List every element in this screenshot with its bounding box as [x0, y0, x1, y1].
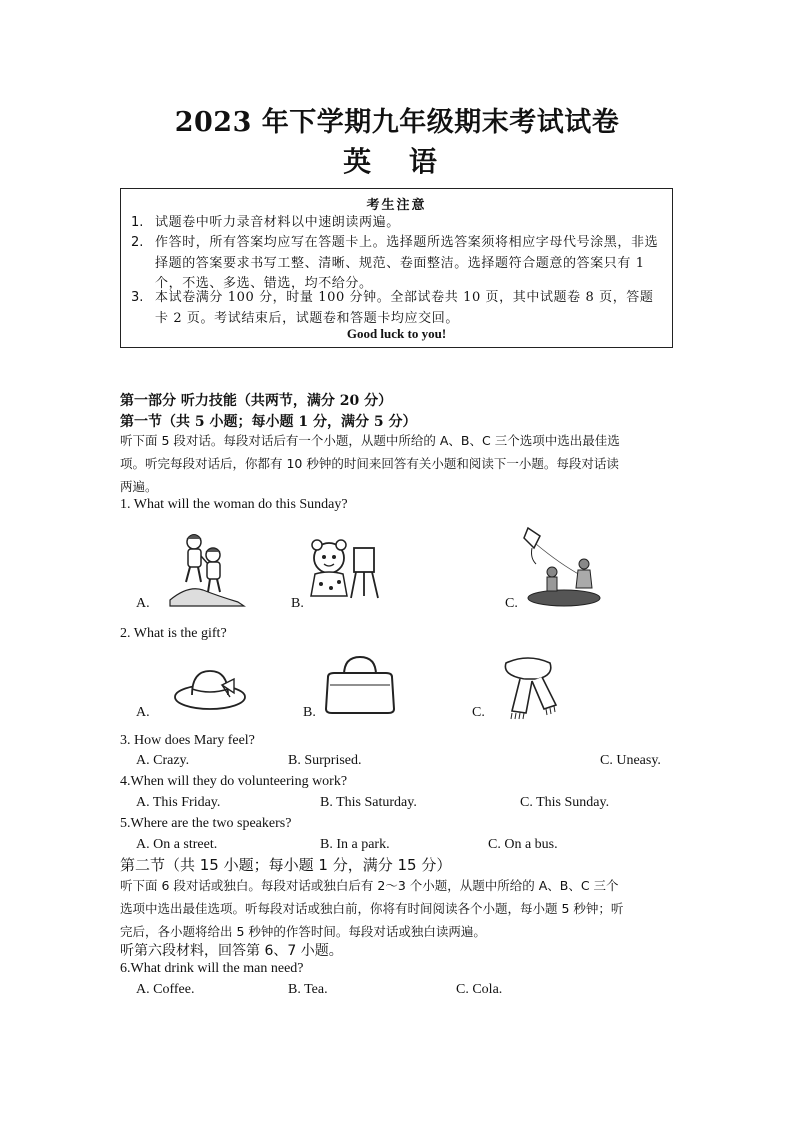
notice-item [131, 213, 661, 234]
option-label: C. [472, 705, 485, 720]
instruction-line: 项。听完每段对话后，你都有 10 秒钟的时间来回答有关小题和阅读下一小题。每段对话读 [120, 456, 619, 471]
option-text: A. Crazy. [136, 753, 190, 768]
option-label: A. [136, 596, 150, 611]
option-text: C. Cola. [456, 982, 503, 997]
hiking-icon [168, 530, 248, 608]
subject-title: 英 语 [343, 145, 451, 178]
section2-heading: 第二节（共 15 小题；每小题 1 分，满分 15 分） [120, 856, 452, 874]
question-stem: 5.Where are the two speakers? [120, 816, 292, 831]
option-label: B. [303, 705, 316, 720]
option-text: B. Surprised. [288, 753, 362, 768]
notice-item-number: 2. [131, 235, 144, 250]
notice-box [120, 188, 673, 348]
section1-instruction [120, 429, 660, 498]
notice-title: 考生注意 [366, 198, 427, 213]
option-label: A. [136, 705, 150, 720]
option-text: B. In a park. [320, 837, 390, 852]
notice-item-text: 本试卷满分 100 分，时量 100 分钟。全部试卷共 10 页，其中试题卷 8 页，答题卡 2 页。考试结束后，试题卷和答题卡均应交回。 [155, 290, 654, 326]
section2-instruction [120, 874, 660, 943]
material-heading: 听第六段材料，回答第 6、7 小题。 [120, 943, 343, 959]
exam-title: 2023 年下学期九年级期末考试试卷 [174, 107, 620, 138]
notice-item [131, 288, 661, 329]
instruction-line: 两遍。 [120, 479, 158, 494]
notice-item-text: 试题卷中听力录音材料以中速朗读两遍。 [155, 215, 400, 230]
notice-item-text: 作答时，所有答案均应写在答题卡上。选择题所选答案须将相应字母代号涂黑，非选择题的答案要求书写工整、清晰、规范、卷面整洁。选择题符合题意的答案只有 1 个，不选、多选、错选，均不给分。 [155, 235, 659, 291]
question-stem: 4.When will they do volunteering work? [120, 774, 348, 789]
option-text: A. On a street. [136, 837, 218, 852]
instruction-line: 选项中选出最佳选项。听每段对话或独白前，你将有时间阅读各个小题，每小题 5 秒钟；听 [120, 901, 624, 916]
option-text: B. Tea. [288, 982, 328, 997]
option-text: B. This Saturday. [320, 795, 417, 810]
instruction-line: 听下面 5 段对话。每段对话后有一个小题，从题中所给的 A、B、C 三个选项中选出最佳选 [120, 433, 620, 448]
section1-heading: 第一节（共 5 小题；每小题 1 分，满分 5 分） [120, 414, 417, 430]
instruction-line: 听下面 6 段对话或独白。每段对话或独白后有 2～3 个小题，从题中所给的 A、B、C 三个 [120, 878, 619, 893]
closing-text: Good luck to you! [346, 326, 447, 341]
option-text: A. This Friday. [136, 795, 221, 810]
option-label: C. [505, 596, 518, 611]
notice-item [131, 233, 661, 295]
scarf-icon [498, 655, 558, 721]
option-text: A. Coffee. [136, 982, 195, 997]
question-stem: 1. What will the woman do this Sunday? [120, 497, 348, 512]
option-label: B. [291, 596, 304, 611]
instruction-line: 完后，各小题将给出 5 秒钟的作答时间。每段对话或独白读两遍。 [120, 924, 486, 939]
option-text: C. Uneasy. [600, 753, 661, 768]
painting-girl-icon [305, 536, 385, 602]
notice-item-number: 1. [131, 215, 144, 230]
question-stem: 3. How does Mary feel? [120, 733, 255, 748]
handbag-icon [322, 655, 398, 715]
question-stem: 6.What drink will the man need? [120, 961, 304, 976]
kite-flying-icon [520, 524, 602, 608]
hat-icon [172, 663, 248, 713]
option-text: C. This Sunday. [520, 795, 610, 810]
notice-item-number: 3. [131, 290, 144, 305]
question-stem: 2. What is the gift? [120, 626, 227, 641]
option-text: C. On a bus. [488, 837, 558, 852]
part1-heading: 第一部分 听力技能（共两节，满分 20 分） [120, 393, 393, 409]
